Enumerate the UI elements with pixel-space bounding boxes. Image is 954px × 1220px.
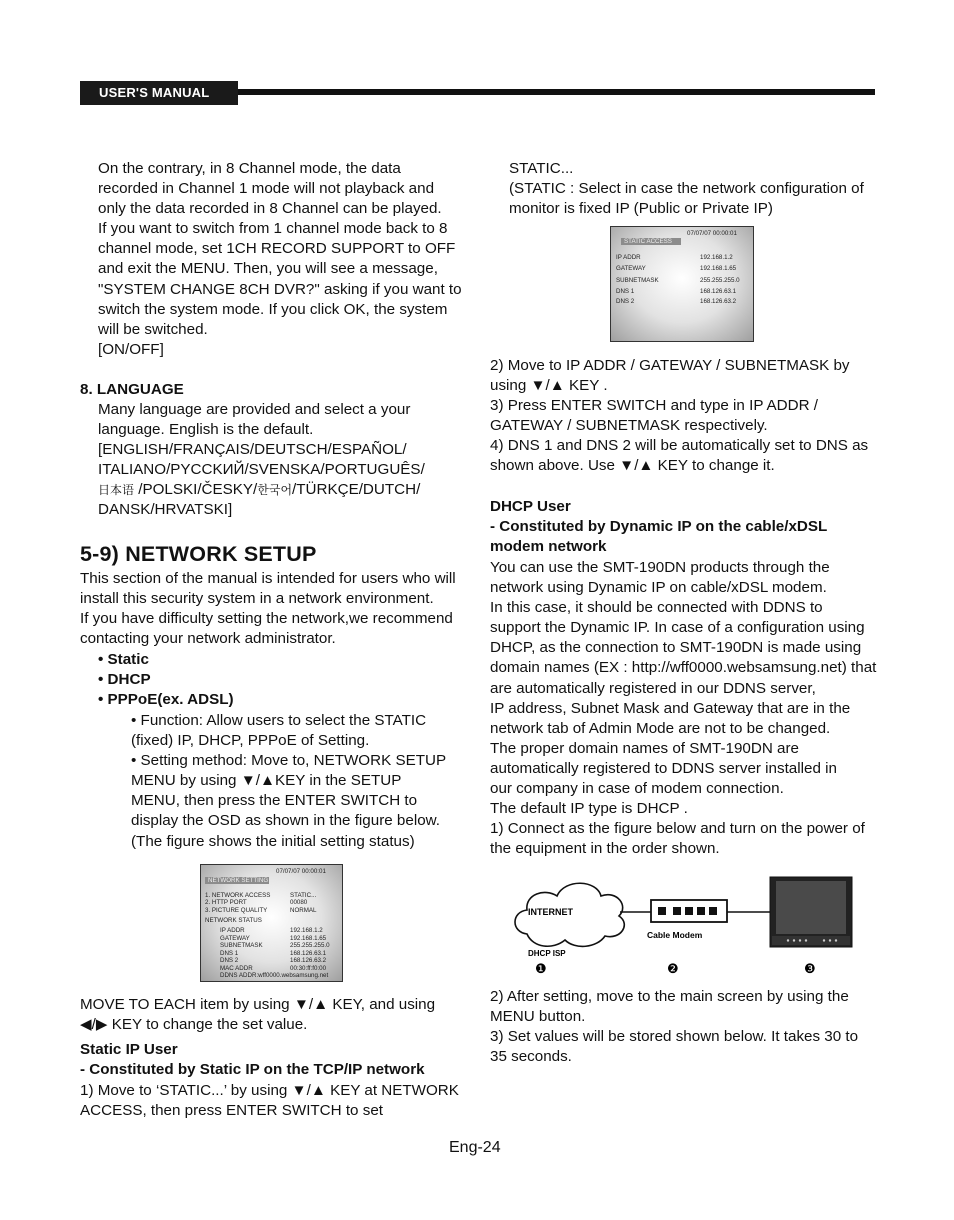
list-item: • DHCP (98, 671, 151, 689)
list-item: • PPPoE(ex. ADSL) (98, 691, 234, 709)
monitor-icon (770, 877, 852, 947)
dhcp-heading: DHCP User (490, 498, 571, 515)
internet-label: INTERNET (528, 907, 573, 917)
connection-diagram-svg (505, 872, 855, 978)
network-intro: This section of the manual is intended for users who will install this security system in a network environment. If you have difficulty setting the network,we recommend contacting your network administrator. (80, 570, 456, 648)
static-steps-2-4: 2) Move to IP ADDR / GATEWAY / SUBNETMASK by using ▼/▲ KEY . 3) Press ENTER SWITCH and type in IP ADDR / GATEWAY / SUBNETMASK respectively. 4) DNS 1 and DNS 2 will be automatically set to DNS as shown above. Use ▼/▲ KEY to change it. (490, 357, 869, 475)
language-heading: 8. LANGUAGE (80, 381, 184, 398)
network-type-list (98, 650, 234, 710)
static-access-osd: 07/07/07 00:00:01 STATIC ACCESS IP ADDR 192.168.1.2 GATEWAY 192.168.1.65 SUBNETMASK 255.255.255.0 DNS 1 168.126.63.1 DNS 2 168.126.63.2 (610, 226, 754, 342)
static-step-1: 1) Move to ‘STATIC...’ by using ▼/▲ KEY at NETWORK ACCESS, then press ENTER SWITCH to set (80, 1082, 459, 1120)
osd-title: NETWORK SETTING (205, 877, 269, 884)
language-paragraph: Many language are provided and select a your language. English is the default. [ENGLISH/FRANÇAIS/DEUTSCH/ESPAÑOL/ ITALIANO/PYCCKИЙ/SVENSKA/PORTUGUÊS/ 日本语 /POLSKI/ČESKY/한국어/TÜRKÇE/DUTCH/ DANSK/HRVATSKI] (98, 401, 425, 519)
step-2-marker: ❷ (667, 961, 679, 976)
step-3-marker: ❸ (804, 961, 816, 976)
static-description: STATIC... (STATIC : Select in case the network configuration of monitor is fixed IP (Public or Private IP) (509, 160, 864, 218)
osd-title: STATIC ACCESS (621, 238, 681, 245)
osd-time: 07/07/07 00:00:01 (687, 230, 737, 237)
function-list: • Function: Allow users to select the STATIC (fixed) IP, DHCP, PPPoE of Setting. • Setting method: Move to, NETWORK SETUP MENU by using ▼/▲KEY in the SETUP MENU, then press the ENTER SWITCH to display the OSD as shown in the figure below. (The figure shows the initial setting status) (131, 712, 447, 850)
section-title: 5-9) NETWORK SETUP (80, 542, 317, 566)
channel-mode-paragraph: On the contrary, in 8 Channel mode, the data recorded in Channel 1 mode will not playback and only the data recorded in 8 Channel can be played. If you want to switch from 1 channel mode back to 8 channel mode, set 1CH RECORD SUPPORT to OFF and exit the MENU. Then, you will see a message, "SYSTEM CHANGE 8CH DVR?" asking if you want to switch the system mode. If you click OK, the system will be switched. [ON/OFF] (98, 160, 462, 358)
connection-diagram (505, 872, 855, 978)
dhcp-steps-2-3: 2) After setting, move to the main screen by using the MENU button. 3) Set values will be stored shown below. It takes 30 to 35 seconds. (490, 988, 859, 1066)
page-number: Eng-24 (449, 1139, 501, 1156)
cable-modem-label: Cable Modem (647, 930, 703, 940)
dhcp-isp-label: DHCP ISP (528, 949, 566, 958)
step-1-marker: ❶ (535, 961, 547, 976)
dhcp-body: You can use the SMT-190DN products through the network using Dynamic IP on cable/xDSL modem. In this case, it should be connected with DDNS to support the Dynamic IP. In case of a configuration using DHCP, as the connection to SMT-190DN is made using domain names (EX : http://wff0000.websamsung.net) that are automatically registered in our DDNS server, IP address, Subnet Mask and Gateway that are in the network tab of Admin Mode are not to be changed. The proper domain names of SMT-190DN are automatically registered to DDNS server installed in our company in case of modem connection. The default IP type is DHCP . 1) Connect as the figure below and turn on the power of the equipment in the order shown. (490, 559, 877, 858)
osd-ddns: DDNS ADDR:wff0000.websamsung.net (220, 972, 329, 979)
osd-time: 07/07/07 00:00:01 (276, 868, 326, 875)
static-ip-heading: Static IP User (80, 1041, 178, 1058)
language-line-5: 日本语 /POLSKI/ČESKY/한국어/TÜRKÇE/DUTCH/ (98, 481, 421, 499)
network-setting-osd: 07/07/07 00:00:01 NETWORK SETTING 1. NETWORK ACCESS STATIC... 2. HTTP PORT 00080 3. PICTURE QUALITY NORMAL NETWORK STATUS IP ADDR 192.168.1.2 GATEWAY 192.168.1.65 SUBNETMASK 255.255.255.0 DNS 1 168.126.63.1 DNS 2 168.126.63.2 MAC ADDR 00:30:ff:f0:00 DDNS ADDR:wff0000.websamsung.net (200, 864, 343, 982)
static-ip-subheading: - Constituted by Static IP on the TCP/IP network (80, 1061, 425, 1078)
dhcp-subheading: - Constituted by Dynamic IP on the cable/xDSL modem network (490, 518, 828, 556)
manual-header-tab: USER'S MANUAL (80, 81, 238, 105)
move-instructions: MOVE TO EACH item by using ▼/▲ KEY, and using ◀/▶ KEY to change the set value. (80, 996, 436, 1034)
header-rule (238, 89, 875, 95)
list-item: • Static (98, 651, 149, 668)
